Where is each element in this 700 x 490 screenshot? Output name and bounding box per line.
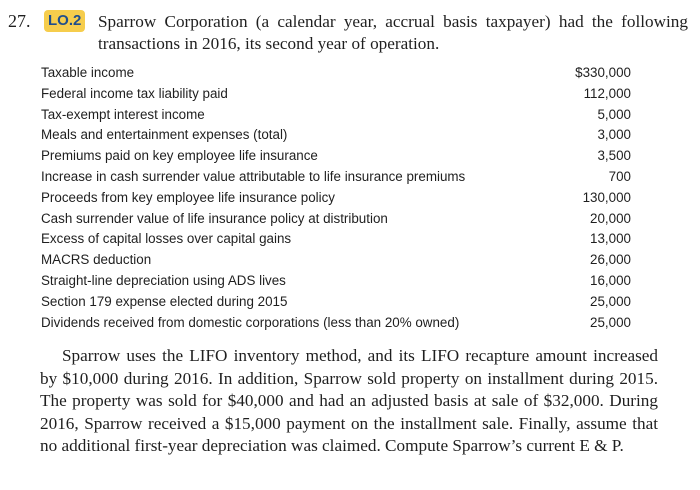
transaction-row [41,146,631,167]
transaction-list [41,63,631,333]
transaction-row [41,229,631,250]
transaction-row [41,167,631,188]
transaction-amount: 5,000 [597,106,631,122]
problem-header [8,8,688,58]
transaction-amount: 112,000 [583,85,631,101]
learning-objective-badge: LO.2 [44,10,85,32]
transaction-row [41,313,631,334]
transaction-amount: 25,000 [590,314,631,330]
transaction-amount: $330,000 [575,65,631,80]
transaction-label: Dividends received from domestic corporations (less than 20% owned) [41,314,460,330]
transaction-amount: 20,000 [590,210,631,226]
problem-closing-paragraph: Sparrow uses the LIFO inventory method, and its LIFO recapture amount increased by $10,000 during 2016. In addition, Sparrow sold property on installment during 2015. The property was sold for $40,000 and had an adjusted basis at sale of $32,000. During 2016, Sparrow received a $15,000 payment on the installment sale. Finally, assume that no additional first-year depreciation was claimed. Compute Sparrow’s current E & P. [40,346,658,456]
problem-intro: Sparrow Corporation (a calendar year, accrual basis taxpayer) had the following transactions in 2016, its second year of operation. [98,12,688,53]
transaction-label: Section 179 expense elected during 2015 [41,293,288,309]
transaction-label: Proceeds from key employee life insurance policy [41,189,335,205]
transaction-label: Increase in cash surrender value attributable to life insurance premiums [41,168,466,184]
transaction-label: Premiums paid on key employee life insurance [41,148,318,164]
transaction-row [41,250,631,271]
transaction-amount: 130,000 [582,189,631,205]
transaction-label: MACRS deduction [41,252,152,268]
transaction-amount: 3,500 [597,148,631,164]
transaction-label: Federal income tax liability paid [41,85,228,101]
problem-number: 27. [8,11,31,31]
transaction-label: Cash surrender value of life insurance policy at distribution [41,210,388,226]
transaction-amount: 25,000 [590,293,631,309]
transaction-row [41,84,631,105]
transaction-row [41,209,631,230]
transaction-label: Meals and entertainment expenses (total) [41,127,288,143]
transaction-amount: 13,000 [590,231,631,247]
transaction-label: Straight-line depreciation using ADS lives [41,272,286,288]
transaction-amount: 16,000 [590,272,631,288]
transaction-label: Excess of capital losses over capital gains [41,231,292,247]
transaction-amount: 700 [608,168,631,184]
transaction-row [41,292,631,313]
transaction-row [41,271,631,292]
transaction-row [41,105,631,126]
transaction-amount: 3,000 [597,127,631,143]
transaction-row [41,188,631,209]
transaction-label: Tax-exempt interest income [41,106,205,122]
transaction-row [41,63,631,84]
transaction-amount: 26,000 [590,252,631,268]
transaction-label: Taxable income [41,65,135,80]
transaction-row [41,125,631,146]
